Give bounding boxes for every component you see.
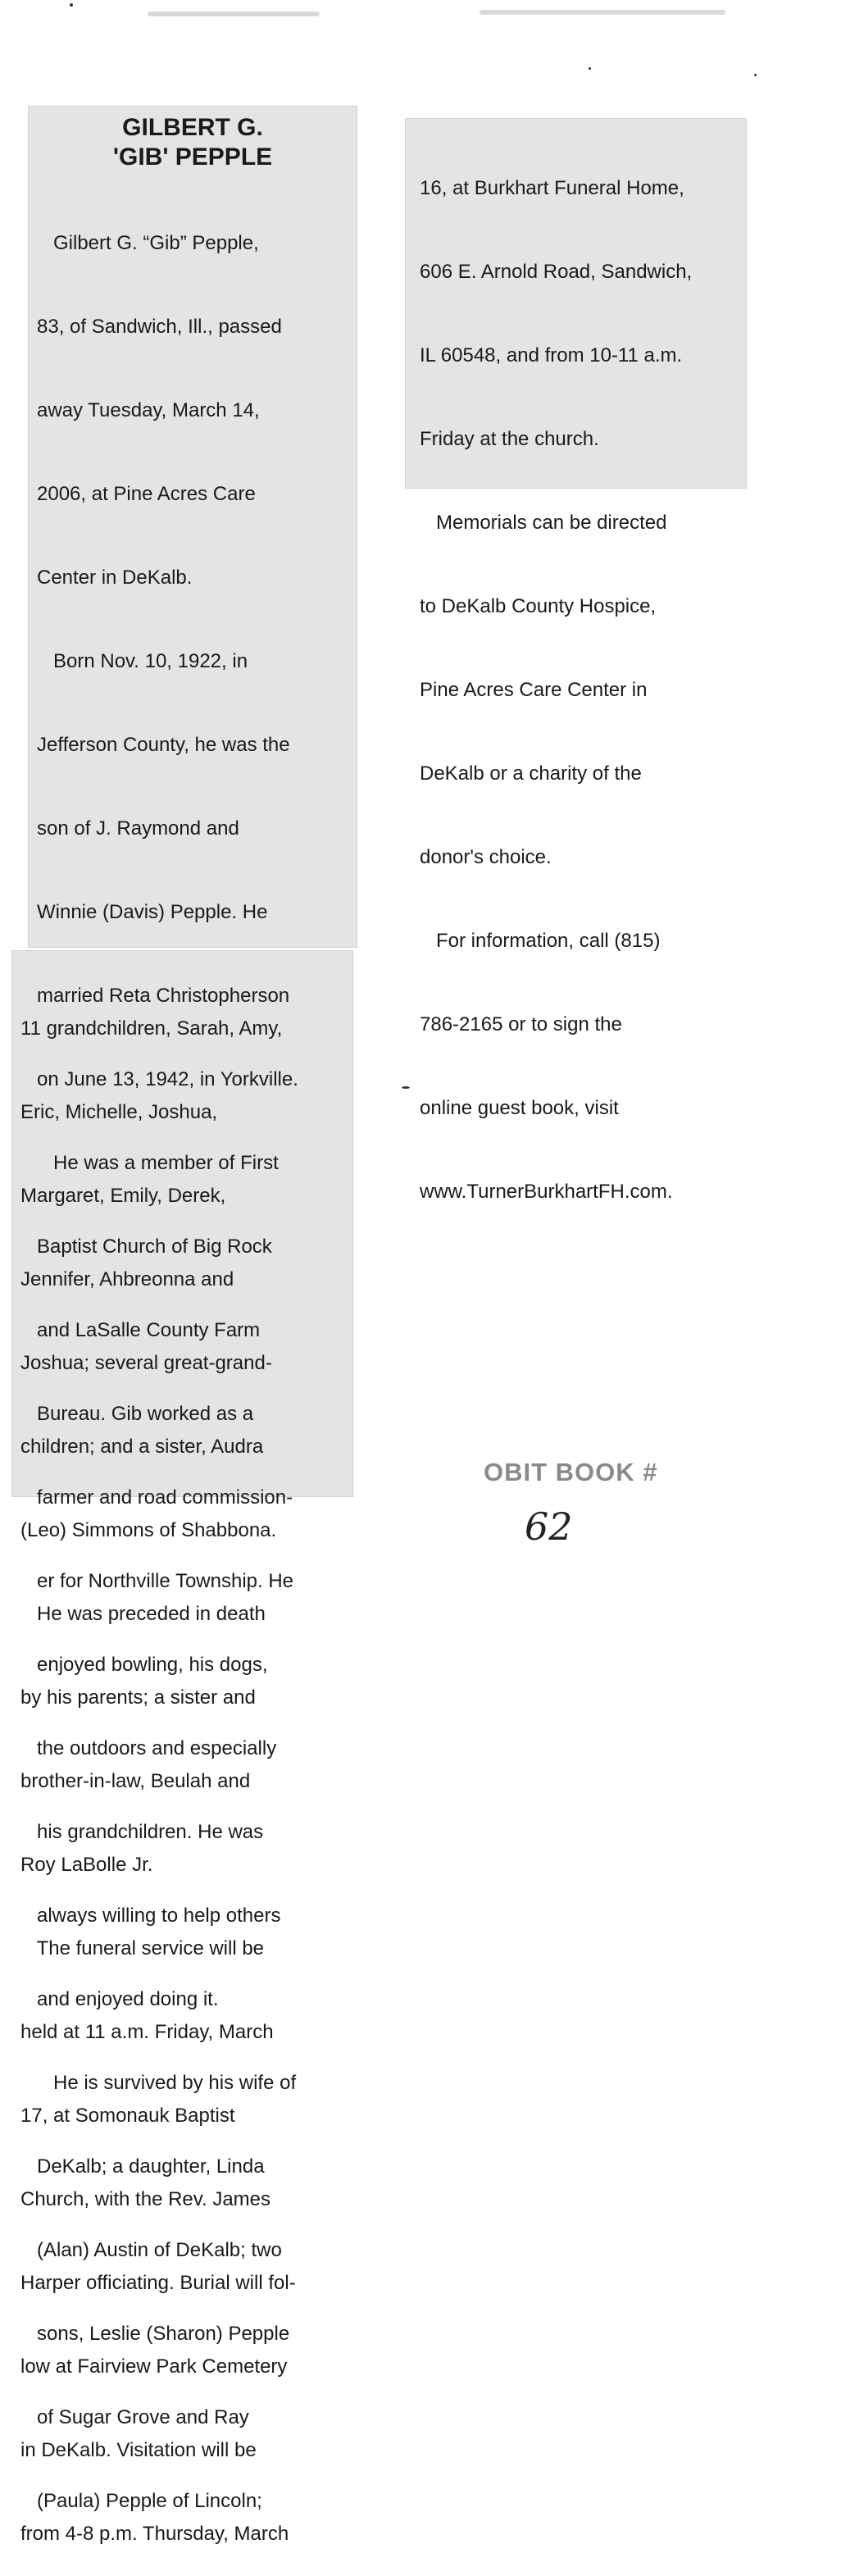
text-line: farmer and road commission- [37, 1486, 293, 1509]
text-line: Center in DeKalb. [37, 567, 193, 589]
obituary-column-b [20, 959, 296, 2576]
text-line: (Alan) Austin of DeKalb; two [37, 2239, 282, 2261]
text-line: Joshua; several great-grand- [20, 1352, 272, 1374]
text-line: held at 11 a.m. Friday, March [20, 2021, 274, 2043]
text-line: Baptist Church of Big Rock [37, 1236, 272, 1258]
text-line: The funeral service will be [20, 1937, 265, 1959]
scan-speck [589, 67, 591, 70]
text-line: www.TurnerBurkhartFH.com. [420, 1181, 673, 1203]
obituary-headline-line-2: 'GIB' PEPPLE [112, 143, 273, 171]
text-line: away Tuesday, March 14, [37, 399, 260, 421]
text-line: He was a member of First [37, 1152, 279, 1174]
text-line: enjoyed bowling, his dogs, [37, 1654, 268, 1676]
text-line: Memorials can be directed [420, 512, 667, 534]
text-line: 83, of Sandwich, Ill., passed [37, 316, 282, 338]
text-line: in DeKalb. Visitation will be [20, 2439, 257, 2461]
text-line: Pine Acres Care Center in [420, 679, 648, 701]
text-line: (Leo) Simmons of Shabbona. [20, 1519, 277, 1541]
scan-speck [402, 1086, 410, 1089]
text-line: Gilbert G. “Gib” Pepple, [37, 232, 259, 254]
text-line: Jefferson County, he was the [37, 734, 290, 756]
text-line: (Paula) Pepple of Lincoln; [37, 2490, 262, 2512]
scan-artifact [480, 10, 725, 15]
text-line: always willing to help others [37, 1905, 281, 1927]
scan-speck [754, 74, 757, 76]
text-line: the outdoors and especially [37, 1737, 277, 1759]
text-line: Margaret, Emily, Derek, [20, 1185, 226, 1207]
text-line: sons, Leslie (Sharon) Pepple [37, 2323, 290, 2345]
text-line: from 4-8 p.m. Thursday, March [20, 2523, 289, 2545]
text-line: Born Nov. 10, 1922, in [37, 650, 248, 672]
obituary-column-c [420, 119, 692, 1234]
text-line: 16, at Burkhart Funeral Home, [420, 177, 684, 199]
text-line: Bureau. Gib worked as a [37, 1403, 254, 1425]
text-line: Jennifer, Ahbreonna and [20, 1268, 234, 1290]
text-line: IL 60548, and from 10-11 a.m. [420, 344, 683, 366]
text-line: Eric, Michelle, Joshua, [20, 1101, 218, 1123]
text-line: er for Northville Township. He [37, 1570, 294, 1592]
text-line: 17, at Somonauk Baptist [20, 2105, 235, 2127]
text-line: to DeKalb County Hospice, [420, 595, 657, 617]
text-line: DeKalb or a charity of the [420, 762, 642, 785]
text-line: his grandchildren. He was [37, 1821, 264, 1843]
text-line: 786-2165 or to sign the [420, 1013, 622, 1035]
scan-artifact [148, 11, 320, 16]
obituary-headline-line-1: GILBERT G. [122, 114, 263, 141]
text-line: Winnie (Davis) Pepple. He [37, 901, 268, 923]
text-line: He is survived by his wife of [37, 2072, 297, 2094]
handwritten-book-number: 62 [525, 1504, 573, 1549]
text-line: of Sugar Grove and Ray [37, 2406, 249, 2428]
text-line: He was preceded in death [20, 1603, 266, 1625]
obit-book-stamp: OBIT BOOK # [484, 1458, 658, 1486]
text-line: 2006, at Pine Acres Care [37, 483, 256, 505]
text-line: low at Fairview Park Cemetery [20, 2355, 288, 2378]
text-line: son of J. Raymond and [37, 817, 239, 840]
text-line: married Reta Christopherson [37, 985, 290, 1007]
text-line: by his parents; a sister and [20, 1686, 256, 1709]
text-line: on June 13, 1942, in Yorkville. [37, 1068, 298, 1090]
text-line: Friday at the church. [420, 428, 599, 450]
text-line: DeKalb; a daughter, Linda [37, 2155, 265, 2178]
text-line: Harper officiating. Burial will fol- [20, 2272, 296, 2294]
text-line: 606 E. Arnold Road, Sandwich, [420, 261, 693, 283]
text-line: 11 grandchildren, Sarah, Amy, [20, 1017, 283, 1040]
text-line: brother-in-law, Beulah and [20, 1770, 251, 1792]
text-line: children; and a sister, Audra [20, 1436, 264, 1458]
text-line: Church, with the Rev. James [20, 2188, 271, 2210]
text-line: online guest book, visit [420, 1097, 619, 1119]
scan-speck [70, 3, 73, 7]
text-line: For information, call (815) [420, 930, 661, 952]
text-line: and enjoyed doing it. [37, 1988, 219, 2010]
text-line: Roy LaBolle Jr. [20, 1854, 153, 1876]
text-line: donor's choice. [420, 846, 552, 868]
text-line: and LaSalle County Farm [37, 1319, 261, 1341]
